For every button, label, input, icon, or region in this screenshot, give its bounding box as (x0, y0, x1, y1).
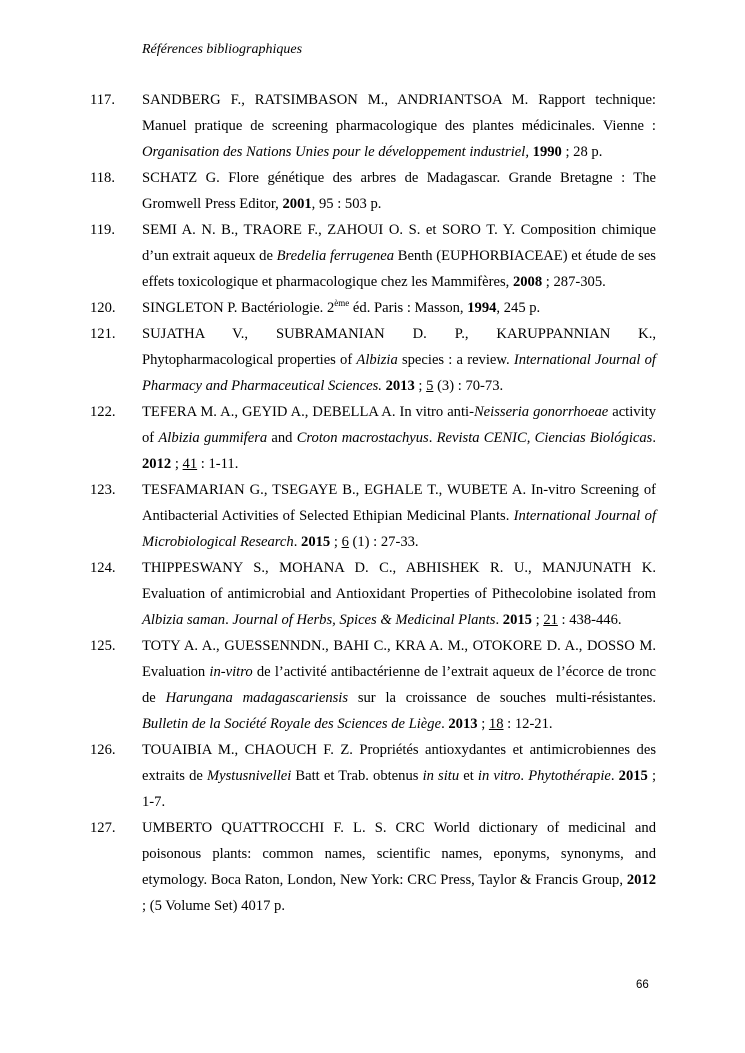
reference-item (90, 321, 656, 399)
reference-item (90, 737, 656, 815)
reference-item (90, 399, 656, 477)
reference-text: SINGLETON P. Bactériologie. 2ème éd. Paris : Masson, 1994, 245 p. (142, 298, 541, 316)
reference-number: 127. (90, 820, 116, 836)
reference-text: TESFAMARIAN G., TSEGAYE B., EGHALE T., WUBETE A. In-vitro Screening of Antibacterial Activities of Selected Ethipian Medicinal Plants. International Journal of Microbiological Research. 2015 ; 6 (1) : 27-33. (142, 482, 656, 550)
reference-item (90, 477, 656, 555)
reference-text: SUJATHA V., SUBRAMANIAN D. P., KARUPPANNIAN K., Phytopharmacological properties of Albizia species : a review. International Journal of Pharmacy and Pharmaceutical Sciences. 2013 ; 5 (3) : 70-73. (142, 326, 656, 394)
reference-text: TEFERA M. A., GEYID A., DEBELLA A. In vitro anti-Neisseria gonorrhoeae activity of Albizia gummifera and Croton macrostachyus. Revista CENIC, Ciencias Biológicas. 2012 ; 41 : 1-11. (142, 404, 656, 472)
reference-item (90, 633, 656, 737)
reference-text: TOTY A. A., GUESSENNDN., BAHI C., KRA A. M., OTOKORE D. A., DOSSO M. Evaluation in-vitro de l’activité antibactérienne de l’extrait aqueux de l’écorce de tronc de Harungana madagascariensis sur la croissance de souches multi-résistantes. Bulletin de la Société Royale des Sciences de Liège. 2013 ; 18 : 12-21. (142, 638, 656, 732)
reference-item (90, 87, 656, 165)
reference-text: SEMI A. N. B., TRAORE F., ZAHOUI O. S. et SORO T. Y. Composition chimique d’un extrait aqueux de Bredelia ferrugenea Benth (EUPHORBIACEAE) et étude de ses effets toxicologique et pharmacologique chez les Mammifères, 2008 ; 287-305. (142, 222, 656, 290)
reference-number: 124. (90, 560, 116, 576)
reference-number: 126. (90, 742, 116, 758)
reference-list (90, 87, 656, 919)
reference-number: 118. (90, 170, 115, 186)
reference-item (90, 165, 656, 217)
reference-text: THIPPESWANY S., MOHANA D. C., ABHISHEK R. U., MANJUNATH K. Evaluation of antimicrobial and Antioxidant Properties of Pithecolobine isolated from Albizia saman. Journal of Herbs, Spices & Medicinal Plants. 2015 ; 21 : 438-446. (142, 560, 656, 628)
reference-text: UMBERTO QUATTROCCHI F. L. S. CRC World dictionary of medicinal and poisonous plants: common names, scientific names, eponyms, synonyms, and etymology. Boca Raton, London, New York: CRC Press, Taylor & Francis Group, 2012 ; (5 Volume Set) 4017 p. (142, 820, 656, 914)
reference-item (90, 555, 656, 633)
page-number: 66 (636, 979, 649, 991)
reference-number: 125. (90, 638, 116, 654)
reference-number: 122. (90, 404, 116, 420)
reference-number: 117. (90, 92, 115, 108)
reference-number: 120. (90, 300, 116, 316)
reference-text: SANDBERG F., RATSIMBASON M., ANDRIANTSOA M. Rapport technique: Manuel pratique de screening pharmacologique des plantes médicinales. Vienne : Organisation des Nations Unies pour le développement industriel, 1990 ; 28 p. (142, 92, 656, 160)
reference-item (90, 217, 656, 295)
reference-text: TOUAIBIA M., CHAOUCH F. Z. Propriétés antioxydantes et antimicrobiennes des extraits de Mystusnivellei Batt et Trab. obtenus in situ et in vitro. Phytothérapie. 2015 ; 1-7. (142, 742, 657, 810)
reference-text: SCHATZ G. Flore génétique des arbres de Madagascar. Grande Bretagne : The Gromwell Press Editor, 2001, 95 : 503 p. (142, 170, 656, 212)
reference-number: 119. (90, 222, 115, 238)
reference-number: 123. (90, 482, 116, 498)
reference-item (90, 815, 656, 919)
reference-number: 121. (90, 326, 116, 342)
reference-item (90, 295, 656, 321)
running-header: Références bibliographiques (142, 42, 303, 57)
